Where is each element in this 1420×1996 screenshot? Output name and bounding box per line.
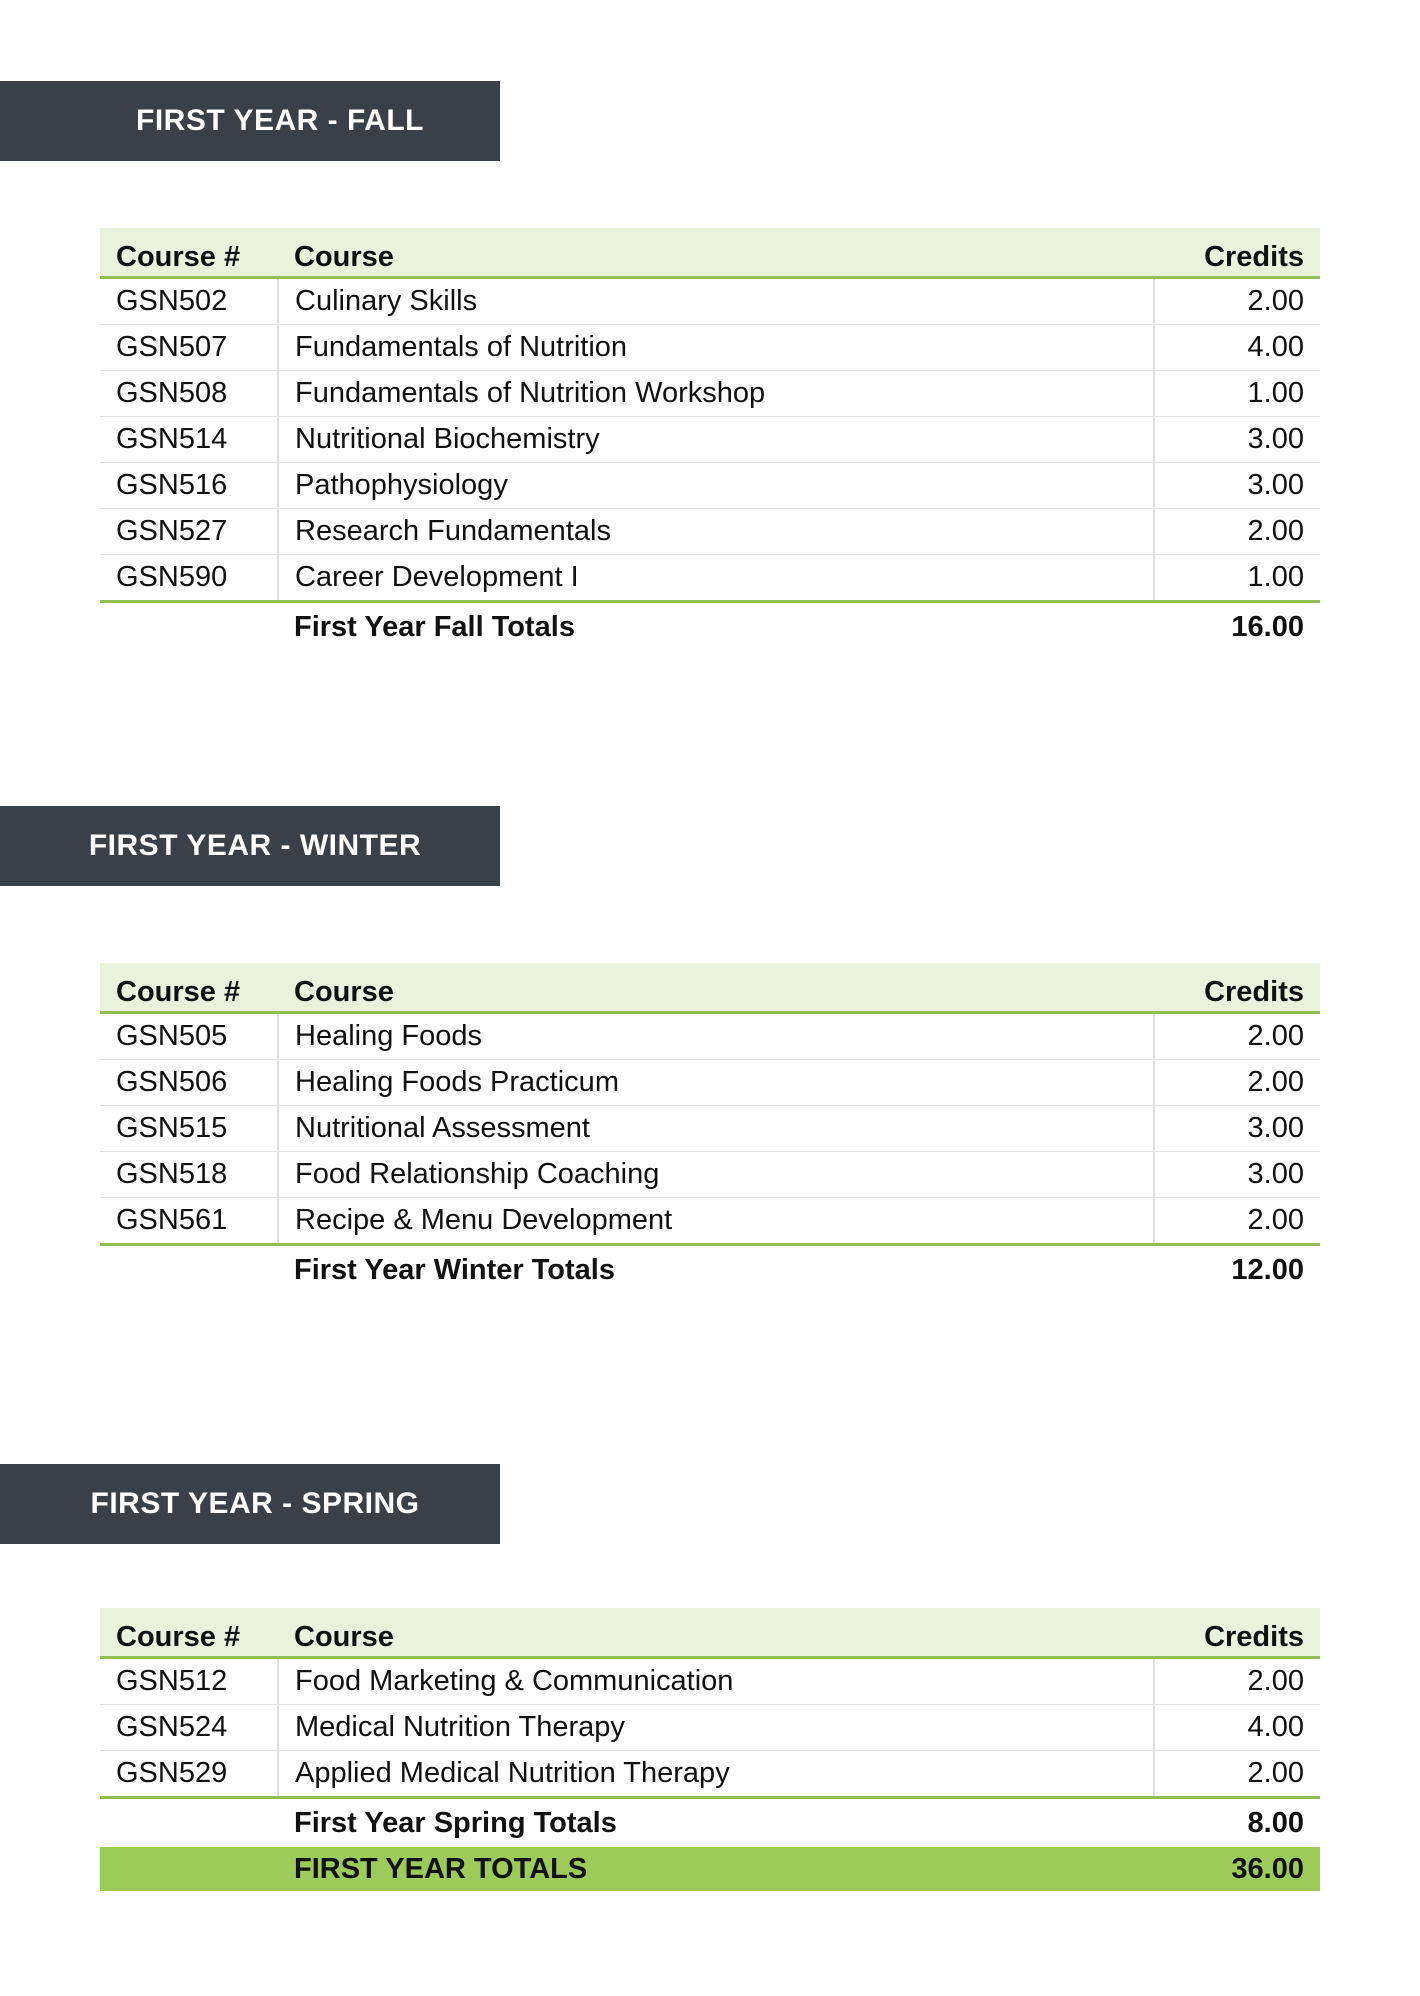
course-code: GSN514 (100, 417, 278, 463)
totals-value: 8.00 (1247, 1806, 1304, 1839)
course-name: Nutritional Assessment (278, 1106, 1154, 1152)
course-code: GSN561 (100, 1198, 278, 1245)
totals-value: 16.00 (1231, 610, 1304, 643)
table-header (100, 1608, 1320, 1658)
course-name: Healing Foods (278, 1013, 1154, 1060)
table-row (100, 463, 1320, 509)
course-code: GSN505 (100, 1013, 278, 1060)
section-banner-winter (0, 806, 500, 886)
course-name: Recipe & Menu Development (278, 1198, 1154, 1245)
course-code: GSN518 (100, 1152, 278, 1198)
grand-totals-row (100, 1847, 1320, 1891)
totals-row (100, 1798, 1320, 1848)
course-name: Medical Nutrition Therapy (278, 1705, 1154, 1751)
table-row (100, 1060, 1320, 1106)
course-credits: 2.00 (1154, 278, 1320, 325)
header-course-number: Course # (100, 228, 278, 278)
table-row (100, 1198, 1320, 1245)
course-name: Fundamentals of Nutrition Workshop (278, 371, 1154, 417)
course-credits: 1.00 (1154, 371, 1320, 417)
course-name: Food Relationship Coaching (278, 1152, 1154, 1198)
course-credits: 3.00 (1154, 1106, 1320, 1152)
course-table-winter (100, 963, 1320, 1294)
totals-value: 12.00 (1231, 1253, 1304, 1286)
course-credits: 2.00 (1154, 1060, 1320, 1106)
table-row (100, 1751, 1320, 1798)
course-table-spring (100, 1608, 1320, 1891)
course-table-fall (100, 228, 1320, 651)
course-name: Food Marketing & Communication (278, 1658, 1154, 1705)
totals-row (100, 602, 1320, 652)
course-code: GSN527 (100, 509, 278, 555)
course-name: Fundamentals of Nutrition (278, 325, 1154, 371)
grand-totals-value: 36.00 (1154, 1847, 1320, 1891)
course-credits: 4.00 (1154, 325, 1320, 371)
header-course-number: Course # (100, 1608, 278, 1658)
totals-label: First Year Fall Totals (294, 610, 575, 643)
totals-label: First Year Spring Totals (294, 1806, 617, 1839)
header-course-number: Course # (100, 963, 278, 1013)
table-row (100, 1106, 1320, 1152)
section-title: FIRST YEAR - FALL (136, 104, 424, 137)
table-header (100, 228, 1320, 278)
course-code: GSN529 (100, 1751, 278, 1798)
header-course: Course (278, 228, 1154, 278)
course-name: Pathophysiology (278, 463, 1154, 509)
course-code: GSN516 (100, 463, 278, 509)
course-credits: 3.00 (1154, 463, 1320, 509)
course-name: Healing Foods Practicum (278, 1060, 1154, 1106)
header-credits: Credits (1154, 963, 1320, 1013)
course-credits: 2.00 (1154, 1013, 1320, 1060)
section-title: FIRST YEAR - SPRING (90, 1487, 420, 1520)
table-row (100, 1152, 1320, 1198)
course-credits: 2.00 (1154, 509, 1320, 555)
table-row (100, 509, 1320, 555)
table-row (100, 1705, 1320, 1751)
course-code: GSN508 (100, 371, 278, 417)
section-banner-fall (0, 81, 500, 161)
course-credits: 3.00 (1154, 1152, 1320, 1198)
totals-row (100, 1245, 1320, 1295)
course-code: GSN590 (100, 555, 278, 602)
totals-label: First Year Winter Totals (294, 1253, 615, 1286)
table-row (100, 1658, 1320, 1705)
course-name: Nutritional Biochemistry (278, 417, 1154, 463)
table-header (100, 963, 1320, 1013)
course-credits: 2.00 (1154, 1751, 1320, 1798)
table-row (100, 1013, 1320, 1060)
section-banner-spring (0, 1464, 500, 1544)
grand-totals-label: FIRST YEAR TOTALS (278, 1847, 1154, 1891)
course-name: Career Development I (278, 555, 1154, 602)
course-credits: 2.00 (1154, 1658, 1320, 1705)
course-name: Culinary Skills (278, 278, 1154, 325)
table-row (100, 325, 1320, 371)
course-name: Applied Medical Nutrition Therapy (278, 1751, 1154, 1798)
table-row (100, 555, 1320, 602)
course-credits: 3.00 (1154, 417, 1320, 463)
course-code: GSN506 (100, 1060, 278, 1106)
header-credits: Credits (1154, 228, 1320, 278)
header-course: Course (278, 963, 1154, 1013)
table-row (100, 417, 1320, 463)
table-row (100, 278, 1320, 325)
course-code: GSN502 (100, 278, 278, 325)
course-credits: 1.00 (1154, 555, 1320, 602)
header-credits: Credits (1154, 1608, 1320, 1658)
course-credits: 4.00 (1154, 1705, 1320, 1751)
course-code: GSN512 (100, 1658, 278, 1705)
course-code: GSN515 (100, 1106, 278, 1152)
section-title: FIRST YEAR - WINTER (88, 829, 422, 862)
course-code: GSN524 (100, 1705, 278, 1751)
table-row (100, 371, 1320, 417)
header-course: Course (278, 1608, 1154, 1658)
course-credits: 2.00 (1154, 1198, 1320, 1245)
course-code: GSN507 (100, 325, 278, 371)
course-name: Research Fundamentals (278, 509, 1154, 555)
